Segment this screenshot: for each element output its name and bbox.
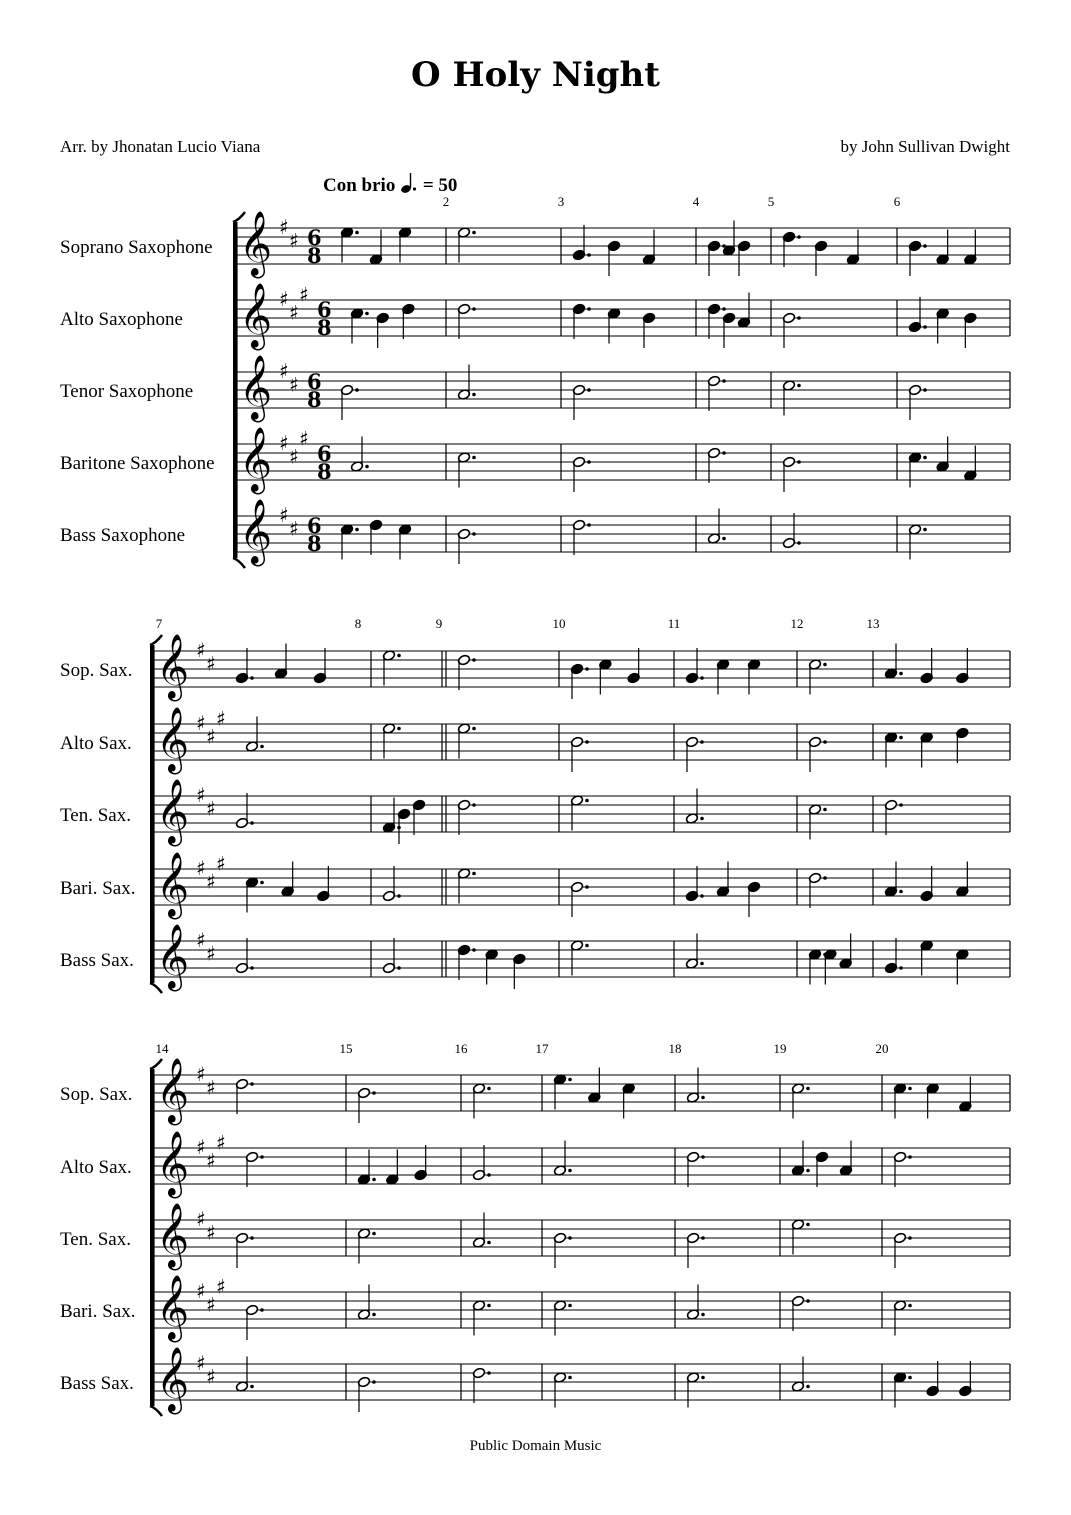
augmentation-dot xyxy=(372,1178,376,1182)
instrument-label: Soprano Saxophone xyxy=(60,237,213,258)
treble-clef-icon: 𝄞 xyxy=(156,1058,190,1123)
augmentation-dot xyxy=(700,962,704,966)
key-signature-sharp-icon: ♯ xyxy=(196,1279,206,1303)
augmentation-dot xyxy=(899,672,903,676)
key-signature-sharp-icon: ♯ xyxy=(206,869,216,894)
augmentation-dot xyxy=(372,1380,376,1384)
augmentation-dot xyxy=(250,1082,254,1086)
augmentation-dot xyxy=(372,1232,376,1236)
instrument-label: Bari. Sax. xyxy=(60,1301,136,1322)
treble-clef-icon: 𝄞 xyxy=(156,1275,190,1340)
key-signature-sharp-icon: ♯ xyxy=(206,651,216,676)
measure-number: 11 xyxy=(667,616,681,631)
key-signature-sharp-icon: ♯ xyxy=(196,783,206,807)
treble-clef-icon: 𝄞 xyxy=(239,211,273,276)
augmentation-dot xyxy=(250,821,254,825)
instrument-label: Bass Sax. xyxy=(60,950,134,971)
augmentation-dot xyxy=(568,1078,572,1082)
augmentation-dot xyxy=(355,231,359,235)
instrument-label: Alto Saxophone xyxy=(60,309,183,330)
system-3 xyxy=(60,1041,1010,1416)
augmentation-dot xyxy=(365,465,369,469)
measure-number: 14 xyxy=(155,1041,169,1056)
augmentation-dot xyxy=(587,460,591,464)
treble-clef-icon: 𝄞 xyxy=(156,634,190,699)
augmentation-dot xyxy=(700,817,704,821)
treble-clef-icon: 𝄞 xyxy=(239,283,273,348)
key-signature-sharp-icon: ♯ xyxy=(216,706,226,731)
augmentation-dot xyxy=(797,235,801,239)
instrument-label: Baritone Saxophone xyxy=(60,453,215,474)
augmentation-dot xyxy=(472,456,476,460)
key-signature-sharp-icon: ♯ xyxy=(289,300,299,325)
measure-number: 4 xyxy=(692,194,700,209)
key-signature-sharp-icon: ♯ xyxy=(216,851,226,876)
augmentation-dot xyxy=(923,528,927,532)
augmentation-dot xyxy=(250,676,254,680)
staff-5 xyxy=(60,499,1010,566)
augmentation-dot xyxy=(568,1376,572,1380)
augmentation-dot xyxy=(806,1169,810,1173)
key-signature-sharp-icon: ♯ xyxy=(289,372,299,397)
key-signature-sharp-icon: ♯ xyxy=(196,1135,206,1159)
key-signature-sharp-icon: ♯ xyxy=(279,215,289,239)
key-signature-sharp-icon: ♯ xyxy=(289,516,299,541)
augmentation-dot xyxy=(472,658,476,662)
augmentation-dot xyxy=(487,1087,491,1091)
measure-number: 5 xyxy=(767,194,775,209)
augmentation-dot xyxy=(487,1241,491,1245)
measure-number: 2 xyxy=(442,194,450,209)
tempo-text: Con brio xyxy=(323,175,396,196)
augmentation-dot xyxy=(585,667,589,671)
augmentation-dot xyxy=(568,1169,572,1173)
instrument-label: Alto Sax. xyxy=(60,1157,132,1178)
augmentation-dot xyxy=(806,1299,810,1303)
augmentation-dot xyxy=(472,727,476,731)
measure-number: 20 xyxy=(875,1041,889,1056)
system-1 xyxy=(60,194,1010,568)
instrument-label: Sop. Sax. xyxy=(60,1084,133,1105)
instrument-label: Ten. Sax. xyxy=(60,805,131,826)
measure-number: 9 xyxy=(435,616,443,631)
augmentation-dot xyxy=(487,1304,491,1308)
instrument-label: Bass Sax. xyxy=(60,1373,134,1394)
augmentation-dot xyxy=(701,1376,705,1380)
treble-clef-icon: 𝄞 xyxy=(156,924,190,989)
augmentation-dot xyxy=(397,654,401,658)
augmentation-dot xyxy=(908,1087,912,1091)
augmentation-dot xyxy=(585,885,589,889)
augmentation-dot xyxy=(908,1155,912,1159)
system-2 xyxy=(60,616,1010,993)
augmentation-dot xyxy=(585,944,589,948)
arranger-credit: Arr. by Jhonatan Lucio Viana xyxy=(60,137,261,156)
augmentation-dot xyxy=(472,231,476,235)
key-signature-sharp-icon: ♯ xyxy=(206,941,216,966)
key-signature-sharp-icon: ♯ xyxy=(299,282,309,307)
treble-clef-icon: 𝄞 xyxy=(239,499,273,564)
treble-clef-icon: 𝄞 xyxy=(156,779,190,844)
treble-clef-icon: 𝄞 xyxy=(156,852,190,917)
augmentation-dot xyxy=(587,388,591,392)
measure-number: 16 xyxy=(454,1041,468,1056)
augmentation-dot xyxy=(899,736,903,740)
key-signature-sharp-icon: ♯ xyxy=(196,1351,206,1375)
key-signature-sharp-icon: ♯ xyxy=(279,503,289,527)
measure-number: 12 xyxy=(790,616,804,631)
staff-5 xyxy=(60,924,1010,991)
augmentation-dot xyxy=(899,966,903,970)
augmentation-dot xyxy=(568,1304,572,1308)
augmentation-dot xyxy=(700,740,704,744)
augmentation-dot xyxy=(397,727,401,731)
time-signature-top: 6 xyxy=(317,441,332,466)
staff-2 xyxy=(60,707,1010,775)
augmentation-dot xyxy=(365,312,369,316)
augmentation-dot xyxy=(472,393,476,397)
key-signature-sharp-icon: ♯ xyxy=(196,1207,206,1231)
measure-number: 18 xyxy=(668,1041,682,1056)
augmentation-dot xyxy=(923,244,927,248)
measure-number: 13 xyxy=(866,616,880,631)
key-signature-sharp-icon: ♯ xyxy=(196,928,206,952)
key-signature-sharp-icon: ♯ xyxy=(279,287,289,311)
key-signature-sharp-icon: ♯ xyxy=(206,1292,216,1317)
tempo-bpm: = 50 xyxy=(422,175,458,196)
augmentation-dot xyxy=(587,307,591,311)
augmentation-dot xyxy=(397,894,401,898)
augmentation-dot xyxy=(806,1087,810,1091)
augmentation-dot xyxy=(472,532,476,536)
key-signature-sharp-icon: ♯ xyxy=(206,1075,216,1100)
key-signature-sharp-icon: ♯ xyxy=(206,1364,216,1389)
augmentation-dot xyxy=(472,872,476,876)
staff-4 xyxy=(60,1275,1010,1343)
page-title: O Holy Night xyxy=(411,55,660,95)
augmentation-dot xyxy=(355,528,359,532)
augmentation-dot xyxy=(797,460,801,464)
staff-3 xyxy=(60,355,1010,422)
treble-clef-icon: 𝄞 xyxy=(156,1131,190,1196)
augmentation-dot xyxy=(899,890,903,894)
augmentation-dot xyxy=(260,1308,264,1312)
augmentation-dot xyxy=(585,799,589,803)
measure-number: 8 xyxy=(354,616,362,631)
measure-number: 10 xyxy=(552,616,566,631)
time-signature-bottom: 8 xyxy=(317,459,332,484)
augmentation-dot xyxy=(355,388,359,392)
staff-3 xyxy=(60,779,1010,846)
augmentation-dot xyxy=(908,1236,912,1240)
augmentation-dot xyxy=(472,307,476,311)
key-signature-sharp-icon: ♯ xyxy=(206,724,216,749)
augmentation-dot xyxy=(923,325,927,329)
augmentation-dot xyxy=(908,1376,912,1380)
time-signature-top: 6 xyxy=(307,369,322,394)
augmentation-dot xyxy=(372,1313,376,1317)
time-signature-bottom: 8 xyxy=(307,531,322,556)
staff-1 xyxy=(60,1058,1010,1125)
augmentation-dot xyxy=(372,1091,376,1095)
key-signature-sharp-icon: ♯ xyxy=(206,796,216,821)
augmentation-dot xyxy=(823,663,827,667)
time-signature-top: 6 xyxy=(317,297,332,322)
augmentation-dot xyxy=(797,384,801,388)
key-signature-sharp-icon: ♯ xyxy=(206,1148,216,1173)
augmentation-dot xyxy=(472,803,476,807)
measure-number: 17 xyxy=(535,1041,549,1056)
staff-4 xyxy=(60,427,1010,495)
measure-number: 15 xyxy=(339,1041,353,1056)
measure-number: 6 xyxy=(893,194,901,209)
measure-number: 19 xyxy=(773,1041,787,1056)
key-signature-sharp-icon: ♯ xyxy=(216,1274,226,1299)
augmentation-dot xyxy=(823,876,827,880)
staff-1 xyxy=(60,634,1010,701)
augmentation-dot xyxy=(722,451,726,455)
augmentation-dot xyxy=(899,803,903,807)
treble-clef-icon: 𝄞 xyxy=(239,355,273,420)
augmentation-dot xyxy=(923,456,927,460)
instrument-label: Bari. Sax. xyxy=(60,878,136,899)
instrument-label: Alto Sax. xyxy=(60,733,132,754)
augmentation-dot xyxy=(806,1223,810,1227)
key-signature-sharp-icon: ♯ xyxy=(216,1130,226,1155)
instrument-label: Ten. Sax. xyxy=(60,1229,131,1250)
composer-credit: by John Sullivan Dwight xyxy=(840,137,1010,156)
augmentation-dot xyxy=(587,253,591,257)
treble-clef-icon: 𝄞 xyxy=(156,707,190,772)
treble-clef-icon: 𝄞 xyxy=(156,1203,190,1268)
staff-1 xyxy=(60,211,1010,278)
key-signature-sharp-icon: ♯ xyxy=(196,1062,206,1086)
staff-2 xyxy=(60,1131,1010,1199)
augmentation-dot xyxy=(700,894,704,898)
augmentation-dot xyxy=(923,388,927,392)
staff-2 xyxy=(60,283,1010,351)
augmentation-dot xyxy=(806,1385,810,1389)
key-signature-sharp-icon: ♯ xyxy=(196,638,206,662)
instrument-label: Bass Saxophone xyxy=(60,525,186,546)
augmentation-dot xyxy=(797,316,801,320)
augmentation-dot xyxy=(722,379,726,383)
time-signature-top: 6 xyxy=(307,513,322,538)
key-signature-sharp-icon: ♯ xyxy=(196,711,206,735)
time-signature-bottom: 8 xyxy=(307,387,322,412)
augmentation-dot xyxy=(701,1313,705,1317)
time-signature-bottom: 8 xyxy=(317,315,332,340)
augmentation-dot xyxy=(260,881,264,885)
time-signature-bottom: 8 xyxy=(307,243,322,268)
augmentation-dot xyxy=(250,1236,254,1240)
augmentation-dot xyxy=(260,1155,264,1159)
augmentation-dot xyxy=(587,523,591,527)
key-signature-sharp-icon: ♯ xyxy=(289,228,299,253)
augmentation-dot xyxy=(908,1304,912,1308)
augmentation-dot xyxy=(701,1236,705,1240)
measure-number: 3 xyxy=(557,194,565,209)
staff-4 xyxy=(60,852,1010,920)
augmentation-dot xyxy=(250,966,254,970)
augmentation-dot xyxy=(472,948,476,952)
footer-credit: Public Domain Music xyxy=(469,1438,602,1454)
key-signature-sharp-icon: ♯ xyxy=(279,431,289,455)
key-signature-sharp-icon: ♯ xyxy=(279,359,289,383)
key-signature-sharp-icon: ♯ xyxy=(299,426,309,451)
time-signature-top: 6 xyxy=(307,225,322,250)
treble-clef-icon: 𝄞 xyxy=(239,427,273,492)
augmentation-dot xyxy=(701,1155,705,1159)
instrument-label: Tenor Saxophone xyxy=(60,381,194,402)
augmentation-dot xyxy=(568,1236,572,1240)
instrument-label: Sop. Sax. xyxy=(60,660,133,681)
augmentation-dot xyxy=(487,1371,491,1375)
augmentation-dot xyxy=(397,966,401,970)
staff-3 xyxy=(60,1203,1010,1270)
key-signature-sharp-icon: ♯ xyxy=(206,1220,216,1245)
augmentation-dot xyxy=(260,745,264,749)
augmentation-dot xyxy=(585,740,589,744)
key-signature-sharp-icon: ♯ xyxy=(289,444,299,469)
augmentation-dot xyxy=(823,808,827,812)
treble-clef-icon: 𝄞 xyxy=(156,1347,190,1412)
staff-5 xyxy=(60,1347,1010,1414)
augmentation-dot xyxy=(722,307,726,311)
augmentation-dot xyxy=(722,537,726,541)
key-signature-sharp-icon: ♯ xyxy=(196,856,206,880)
augmentation-dot xyxy=(700,676,704,680)
augmentation-dot xyxy=(797,541,801,545)
augmentation-dot xyxy=(701,1096,705,1100)
augmentation-dot xyxy=(487,1173,491,1177)
augmentation-dot xyxy=(823,740,827,744)
augmentation-dot xyxy=(250,1385,254,1389)
measure-number: 7 xyxy=(155,616,163,631)
